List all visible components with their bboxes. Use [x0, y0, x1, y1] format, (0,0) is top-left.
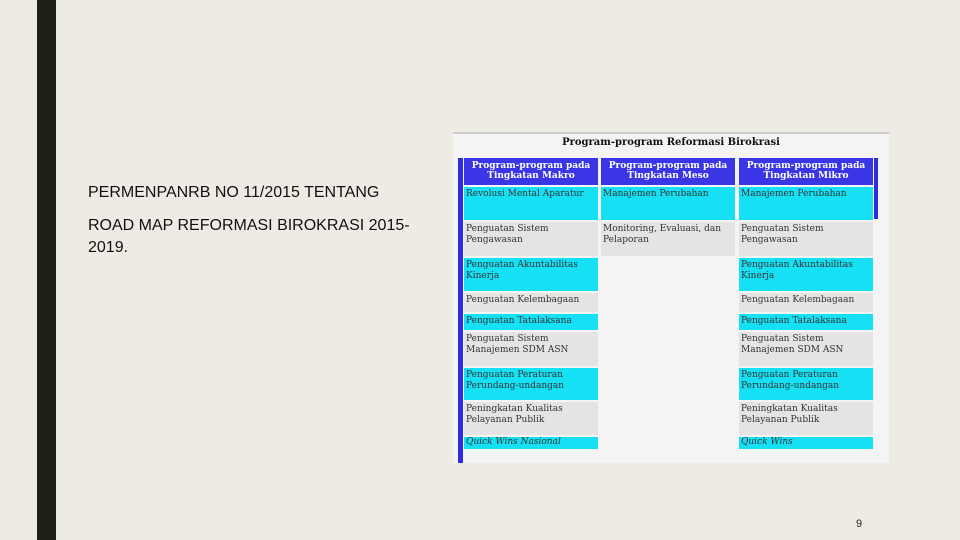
column-header-line: Tingkatan Mikro	[763, 171, 849, 181]
table-cell: Peningkatan Kualitas Pelayanan Publik	[739, 402, 873, 435]
left-accent-bar	[37, 0, 56, 540]
column-header-makro	[464, 158, 598, 185]
program-table	[458, 158, 874, 463]
table-cell: Peningkatan Kualitas Pelayanan Publik	[464, 402, 598, 435]
column-header-line: Program-program pada	[746, 161, 866, 171]
table-cell: Quick Wins	[739, 437, 873, 449]
table-left-border	[458, 158, 463, 463]
table-cell: Penguatan Peraturan Perundang-undangan	[464, 368, 598, 400]
heading-line-2: ROAD MAP REFORMASI BIROKRASI 2015-2019.	[88, 217, 410, 256]
figure-top-rule	[453, 132, 889, 134]
table-cell: Revolusi Mental Aparatur	[464, 187, 598, 220]
column-header-line: Tingkatan Makro	[487, 171, 575, 181]
column-header-mikro	[739, 158, 873, 185]
table-cell: Penguatan Sistem Pengawasan	[464, 222, 598, 256]
table-cell: Penguatan Kelembagaan	[739, 293, 873, 312]
figure-title: Program-program Reformasi Birokrasi	[562, 137, 780, 148]
table-cell: Penguatan Sistem Manajemen SDM ASN	[464, 332, 598, 366]
column-mikro	[739, 158, 873, 463]
column-header-line: Program-program pada	[471, 161, 591, 171]
table-cell: Penguatan Akuntabilitas Kinerja	[739, 258, 873, 291]
table-cell: Quick Wins Nasional	[464, 437, 598, 449]
table-cell: Penguatan Akuntabilitas Kinerja	[464, 258, 598, 291]
table-cell: Penguatan Kelembagaan	[464, 293, 598, 312]
table-cell: Penguatan Sistem Manajemen SDM ASN	[739, 332, 873, 366]
table-cell: Penguatan Tatalaksana	[739, 314, 873, 330]
column-header-meso	[601, 158, 735, 185]
table-cell: Penguatan Sistem Pengawasan	[739, 222, 873, 256]
table-cell: Penguatan Peraturan Perundang-undangan	[739, 368, 873, 400]
table-right-border	[874, 158, 878, 219]
page-number: 9	[856, 518, 863, 530]
reform-program-table-figure	[453, 132, 889, 463]
column-makro	[464, 158, 598, 463]
table-cell: Monitoring, Evaluasi, dan Pelaporan	[601, 222, 735, 256]
column-header-line: Program-program pada	[608, 161, 728, 171]
table-cell: Penguatan Tatalaksana	[464, 314, 598, 330]
column-header-line: Tingkatan Meso	[627, 171, 709, 181]
heading-line-1: PERMENPANRB NO 11/2015 TENTANG	[88, 184, 380, 201]
column-meso	[601, 158, 735, 463]
table-cell: Manajemen Perubahan	[601, 187, 735, 220]
slide-heading	[88, 182, 448, 259]
table-cell: Manajemen Perubahan	[739, 187, 873, 220]
